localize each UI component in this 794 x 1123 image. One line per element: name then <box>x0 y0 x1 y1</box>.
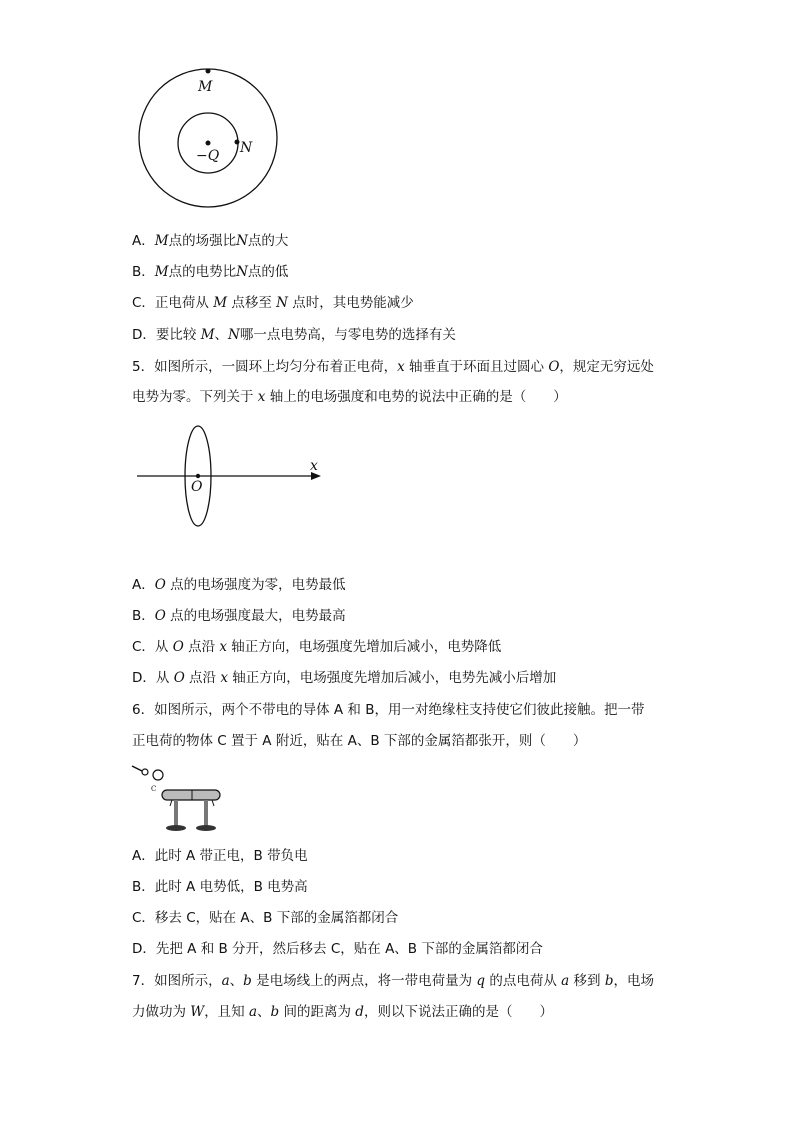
insulating-post-B <box>204 800 208 826</box>
q6-option-b: B．此时 A 电势低，B 电势高 <box>132 879 308 895</box>
q5-stem-line-1: 5．如图所示，一圆环上均匀分布着正电荷，x 轴垂直于环面且过圆心 O，规定无穷远处 <box>132 359 654 375</box>
label-C: C <box>151 785 157 793</box>
label-x: x <box>310 458 318 474</box>
q6-option-a: A．此时 A 带正电，B 带负电 <box>132 848 308 864</box>
label-M: M <box>198 79 213 95</box>
q7-stem-line-1: 7．如图所示，a、b 是电场线上的两点，将一带电荷量为 q 的点电荷从 a 移到 b，电场 <box>132 973 654 989</box>
base-B <box>196 825 216 831</box>
q6-stem-line-1: 6．如图所示，两个不带电的导体 A 和 B，用一对绝缘柱支持使它们彼此接触。把一带 <box>132 702 645 718</box>
label-N: N <box>240 140 253 156</box>
figure-ring-axis <box>135 420 335 535</box>
center-O-dot <box>196 474 200 478</box>
q5-option-a: A．O 点的电场强度为零，电势最低 <box>132 577 346 593</box>
base-A <box>166 825 186 831</box>
foil-right <box>212 800 214 806</box>
charged-object-C-sphere <box>153 770 163 780</box>
charged-object-C <box>142 769 148 775</box>
point-M-dot <box>206 69 211 74</box>
q6-option-c: C．移去 C，贴在 A、B 下部的金属箔都闭合 <box>132 910 399 926</box>
q4-option-d: D．要比较 M、N哪一点电势高，与零电势的选择有关 <box>132 327 456 343</box>
charge-Q-dot <box>206 141 211 146</box>
q5-option-d: D．从 O 点沿 x 轴正方向，电场强度先增加后减小，电势先减小后增加 <box>132 670 557 686</box>
conductor-A-B <box>162 790 220 800</box>
q4-option-a: A．M点的场强比N点的大 <box>132 233 289 249</box>
point-N-dot <box>235 140 240 145</box>
figure-concentric-circles <box>130 60 290 220</box>
q6-stem-line-2: 正电荷的物体 C 置于 A 附近，贴在 A、B 下部的金属箔都张开，则（ ） <box>132 733 587 749</box>
q5-option-b: B．O 点的电场强度最大，电势最高 <box>132 608 346 624</box>
label-Q: −Q <box>196 148 220 164</box>
foil-left <box>170 800 172 806</box>
q5-option-c: C．从 O 点沿 x 轴正方向，电场强度先增加后减小，电势降低 <box>132 639 502 655</box>
q4-option-b: B．M点的电势比N点的低 <box>132 264 289 280</box>
q7-stem-line-2: 力做功为 W，且知 a、b 间的距离为 d，则以下说法正确的是（ ） <box>132 1004 553 1020</box>
q6-option-d: D．先把 A 和 B 分开，然后移去 C，贴在 A、B 下部的金属箔都闭合 <box>132 941 543 957</box>
figure-conductors <box>130 760 230 835</box>
q4-option-c: C．正电荷从 M 点移至 N 点时，其电势能减少 <box>132 295 414 311</box>
label-O: O <box>191 479 203 495</box>
q5-stem-line-2: 电势为零。下列关于 x 轴上的电场强度和电势的说法中正确的是（ ） <box>132 389 567 405</box>
insulating-post-A <box>174 800 178 826</box>
